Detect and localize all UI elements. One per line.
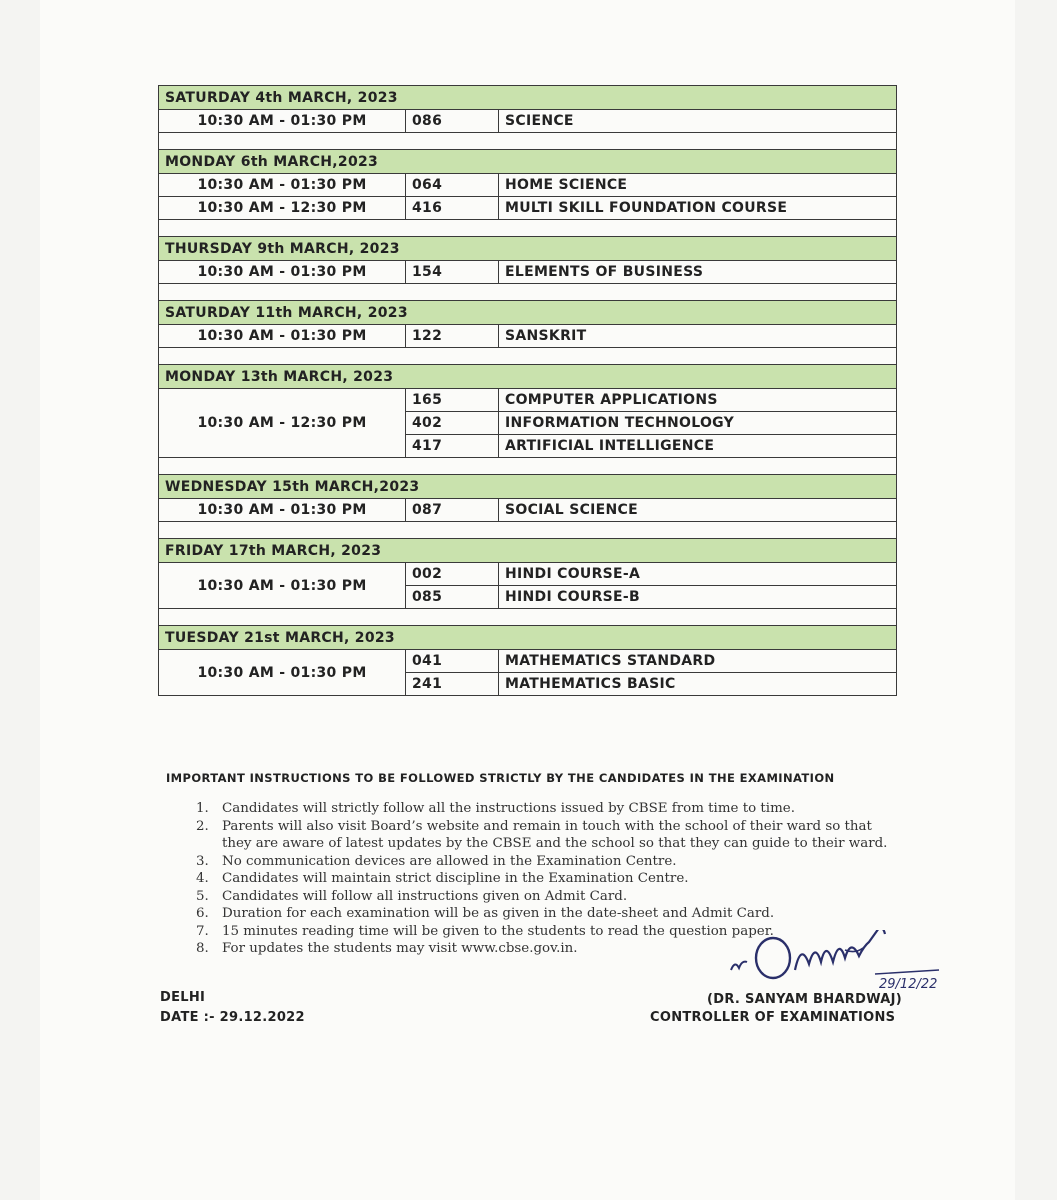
signatory-designation: CONTROLLER OF EXAMINATIONS [650,1010,896,1025]
spacer-row [159,133,897,150]
day-header: TUESDAY 21st MARCH, 2023 [159,626,897,650]
spacer-cell [159,609,897,626]
day-header: THURSDAY 9th MARCH, 2023 [159,237,897,261]
instruction-text: No communication devices are allowed in the Examination Centre. [222,853,677,869]
paper-row [159,197,897,220]
subject-name: MATHEMATICS STANDARD [499,650,897,673]
subject-name: ELEMENTS OF BUSINESS [499,261,897,284]
day-header: WEDNESDAY 15th MARCH,2023 [159,475,897,499]
paper-row [159,174,897,197]
instruction-item [196,905,976,923]
subject-code: 041 [406,650,499,673]
exam-time: 10:30 AM - 01:30 PM [159,261,406,284]
spacer-cell [159,348,897,365]
day-header: SATURDAY 4th MARCH, 2023 [159,86,897,110]
signature-date: 29/12/22 [879,977,938,990]
paper-row [159,389,897,412]
exam-time: 10:30 AM - 12:30 PM [159,389,406,458]
paper-row [159,110,897,133]
subject-code: 085 [406,586,499,609]
spacer-cell [159,284,897,301]
instruction-number: 4. [196,871,209,886]
paper-row [159,563,897,586]
instruction-number: 6. [196,906,209,921]
spacer-cell [159,522,897,539]
subject-name: ARTIFICIAL INTELLIGENCE [499,435,897,458]
spacer-row [159,348,897,365]
instruction-text: Parents will also visit Board’s website and remain in touch with the school of their ward so that [222,818,872,834]
subject-name: SOCIAL SCIENCE [499,499,897,522]
instruction-number: 7. [196,923,209,939]
day-header-row [159,539,897,563]
spacer-row [159,522,897,539]
subject-name: MATHEMATICS BASIC [499,673,897,696]
instruction-number: 8. [196,941,209,956]
instruction-text: Candidates will strictly follow all the instructions issued by CBSE from time to time. [222,801,795,816]
day-header-row [159,301,897,325]
exam-time: 10:30 AM - 01:30 PM [159,563,406,609]
subject-code: 241 [406,673,499,696]
signatory-name: (DR. SANYAM BHARDWAJ) [707,992,902,1007]
instruction-item [196,800,976,818]
instruction-text: 15 minutes reading time will be given to the students to read the question paper. [222,923,774,939]
subject-code: 154 [406,261,499,284]
place-label: DELHI [160,990,206,1005]
instruction-text: they are aware of latest updates by the CBSE and the school so that they can guide to their ward. [222,836,888,851]
subject-code: 064 [406,174,499,197]
spacer-cell [159,458,897,475]
spacer-row [159,284,897,301]
instruction-number: 1. [196,801,209,816]
instructions-title: IMPORTANT INSTRUCTIONS TO BE FOLLOWED STRICTLY BY THE CANDIDATES IN THE EXAMINATION [166,771,835,785]
paper-row [159,499,897,522]
day-header-row [159,475,897,499]
instruction-text: Candidates will maintain strict discipline in the Examination Centre. [222,871,689,886]
instruction-item [196,870,976,888]
spacer-cell [159,133,897,150]
day-header: MONDAY 13th MARCH, 2023 [159,365,897,389]
exam-time: 10:30 AM - 12:30 PM [159,197,406,220]
day-header-row [159,237,897,261]
day-header: FRIDAY 17th MARCH, 2023 [159,539,897,563]
instruction-number: 2. [196,818,209,834]
day-header: SATURDAY 11th MARCH, 2023 [159,301,897,325]
day-header-row [159,86,897,110]
paper-row [159,650,897,673]
subject-name: HOME SCIENCE [499,174,897,197]
instruction-item [196,818,976,853]
subject-code: 417 [406,435,499,458]
spacer-row [159,220,897,237]
subject-name: SCIENCE [499,110,897,133]
spacer-cell [159,220,897,237]
spacer-row [159,458,897,475]
spacer-row [159,609,897,626]
subject-code: 122 [406,325,499,348]
subject-name: HINDI COURSE-B [499,586,897,609]
exam-time: 10:30 AM - 01:30 PM [159,174,406,197]
subject-code: 087 [406,499,499,522]
subject-code: 416 [406,197,499,220]
day-header-row [159,626,897,650]
date-sheet-table [158,85,897,696]
day-header-row [159,365,897,389]
instruction-number: 3. [196,853,209,869]
subject-name: HINDI COURSE-A [499,563,897,586]
subject-name: MULTI SKILL FOUNDATION COURSE [499,197,897,220]
subject-name: INFORMATION TECHNOLOGY [499,412,897,435]
subject-code: 402 [406,412,499,435]
subject-code: 086 [406,110,499,133]
paper-row [159,261,897,284]
instruction-text: For updates the students may visit www.cbse.gov.in. [222,941,578,956]
subject-name: SANSKRIT [499,325,897,348]
instruction-text: Candidates will follow all instructions given on Admit Card. [222,888,628,904]
subject-name: COMPUTER APPLICATIONS [499,389,897,412]
exam-time: 10:30 AM - 01:30 PM [159,650,406,696]
instruction-text: Duration for each examination will be as given in the date-sheet and Admit Card. [222,906,775,921]
day-header-row [159,150,897,174]
instruction-item [196,853,976,871]
exam-time: 10:30 AM - 01:30 PM [159,110,406,133]
paper-row [159,325,897,348]
exam-time: 10:30 AM - 01:30 PM [159,499,406,522]
instruction-number: 5. [196,888,209,904]
subject-code: 002 [406,563,499,586]
day-header: MONDAY 6th MARCH,2023 [159,150,897,174]
subject-code: 165 [406,389,499,412]
issue-date: DATE :- 29.12.2022 [160,1010,305,1025]
exam-time: 10:30 AM - 01:30 PM [159,325,406,348]
signature [725,930,955,990]
instruction-item [196,888,976,906]
